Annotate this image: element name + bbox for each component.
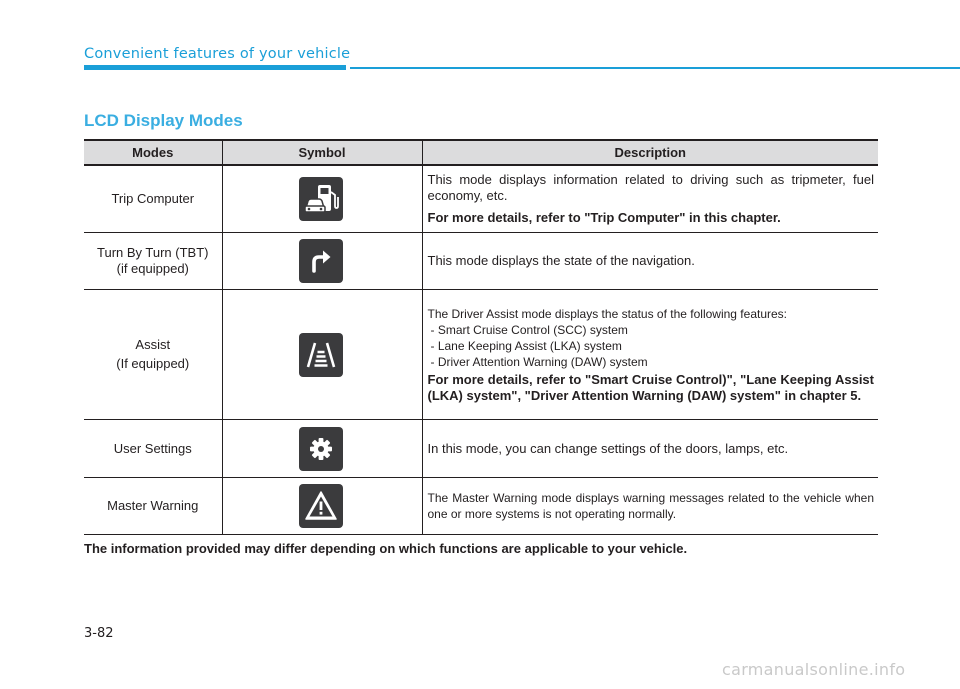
header-title: Convenient features of your vehicle bbox=[84, 46, 351, 62]
mode-name: User Settings bbox=[113, 440, 192, 456]
section-title: LCD Display Modes bbox=[84, 111, 243, 130]
mode-cell bbox=[84, 290, 222, 420]
symbol-cell bbox=[222, 290, 422, 420]
page-number: 3-82 bbox=[84, 626, 114, 641]
description-text: This mode displays the state of the navigation. bbox=[427, 253, 695, 268]
description-cell bbox=[422, 478, 878, 535]
mode-name: Assist bbox=[135, 337, 171, 352]
mode-note: (if equipped) bbox=[116, 261, 189, 276]
feature-item-lka: - Lane Keeping Assist (LKA) system bbox=[430, 338, 622, 353]
description-text: The Driver Assist mode displays the status of the following features: bbox=[427, 306, 788, 321]
feature-item-daw: - Driver Attention Warning (DAW) system bbox=[430, 354, 648, 369]
warning-triangle-icon bbox=[299, 484, 343, 528]
description-reference: For more details, refer to "Smart Cruise Control)", "Lane Keeping Assist (LKA) system", "Driver Attention Warning (DAW) system" in chapter 5. bbox=[427, 371, 874, 403]
page-header bbox=[84, 46, 960, 68]
mode-name: Turn By Turn (TBT) bbox=[97, 245, 209, 260]
description-text: The Master Warning mode displays warning messages related to the vehicle when one or more systems is not operating normally. bbox=[427, 491, 874, 521]
description-text: This mode displays information related to driving such as tripmeter, fuel economy, etc. bbox=[427, 172, 874, 203]
mode-cell bbox=[84, 478, 222, 535]
table-row-trip-computer bbox=[84, 165, 878, 233]
fuel-pump-car-icon bbox=[299, 177, 343, 221]
symbol-cell bbox=[222, 420, 422, 478]
table-row-tbt bbox=[84, 233, 878, 290]
lcd-modes-table bbox=[84, 139, 878, 535]
column-header-modes: Modes bbox=[84, 140, 222, 165]
description-cell bbox=[422, 165, 878, 233]
column-header-description: Description bbox=[422, 140, 878, 165]
description-cell bbox=[422, 233, 878, 290]
mode-cell bbox=[84, 420, 222, 478]
mode-name: Master Warning bbox=[107, 498, 199, 513]
mode-name: Trip Computer bbox=[111, 191, 195, 206]
description-cell bbox=[422, 290, 878, 420]
symbol-cell bbox=[222, 478, 422, 535]
description-cell bbox=[422, 420, 878, 478]
description-reference: For more details, refer to "Trip Computer" in this chapter. bbox=[427, 210, 781, 225]
symbol-cell bbox=[222, 165, 422, 233]
turn-right-arrow-icon bbox=[299, 239, 343, 283]
table-row-user-settings bbox=[84, 420, 878, 478]
description-text: In this mode, you can change settings of the doors, lamps, etc. bbox=[427, 440, 789, 456]
table-row-assist bbox=[84, 290, 878, 420]
mode-cell bbox=[84, 165, 222, 233]
footnote: The information provided may differ depending on which functions are applicable to your vehicle. bbox=[84, 541, 688, 556]
gear-icon bbox=[299, 427, 343, 471]
symbol-cell bbox=[222, 233, 422, 290]
header-rule bbox=[350, 67, 960, 69]
mode-note: (If equipped) bbox=[116, 356, 190, 371]
table-header-row bbox=[84, 140, 878, 165]
watermark: carmanualsonline.info bbox=[722, 660, 906, 679]
mode-cell bbox=[84, 233, 222, 290]
table-row-master-warning bbox=[84, 478, 878, 535]
header-bar bbox=[84, 65, 346, 70]
column-header-symbol: Symbol bbox=[222, 140, 422, 165]
lane-assist-icon bbox=[299, 333, 343, 377]
feature-item-scc: - Smart Cruise Control (SCC) system bbox=[430, 322, 628, 337]
